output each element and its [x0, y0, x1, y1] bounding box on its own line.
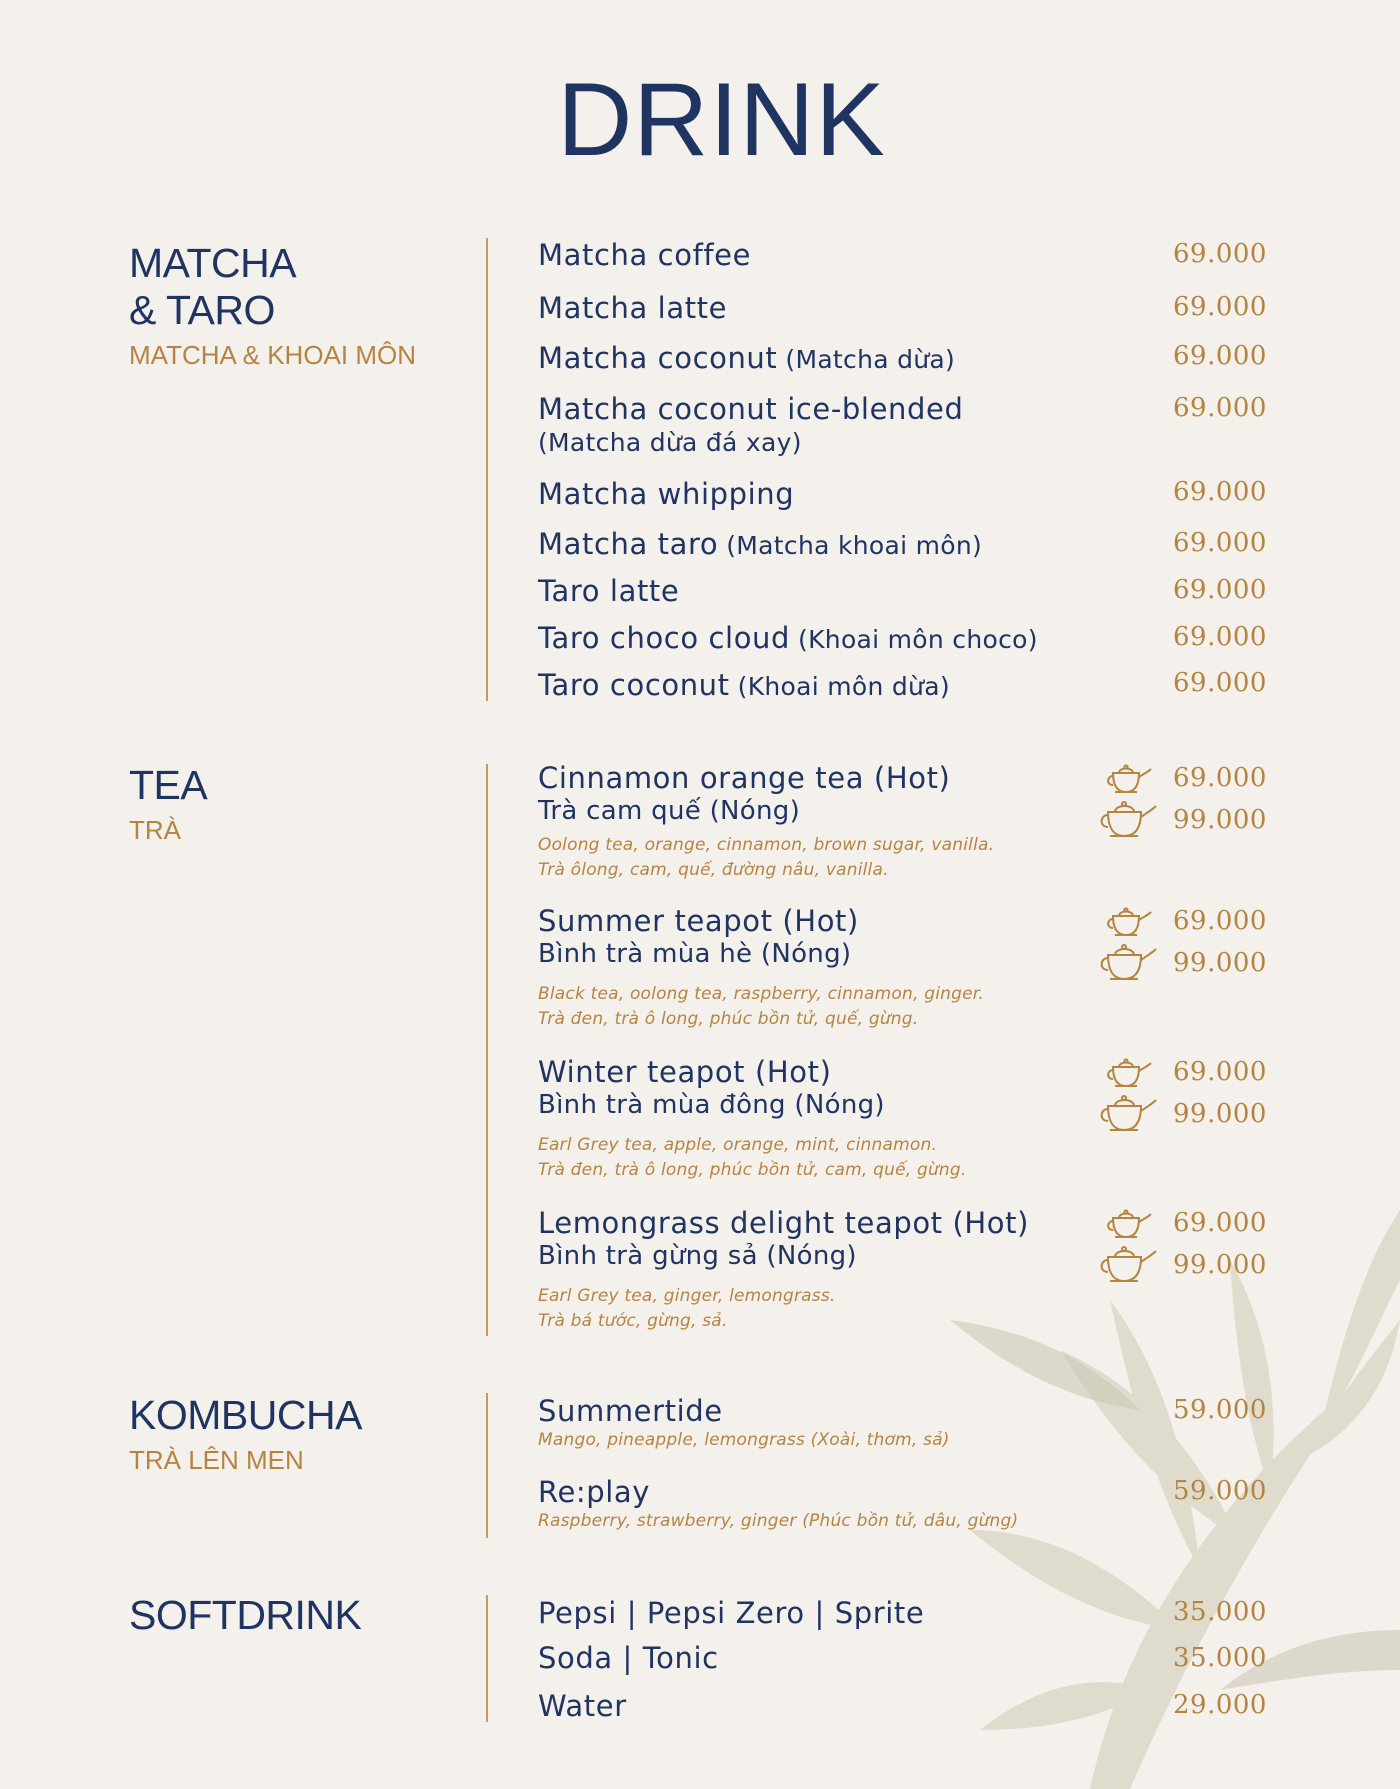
category-name-en: TEA [129, 762, 208, 808]
item-name-vi: (Khoai môn dừa) [737, 672, 950, 701]
page-title: DRINK [557, 62, 886, 178]
item-name-vi: (Matcha khoai môn) [726, 531, 983, 560]
category-name-vi: MATCHA & KHOAI MÔN [129, 340, 416, 370]
large-teapot-icon [1096, 1244, 1158, 1284]
item-name-vi: (Khoai môn choco) [798, 625, 1038, 654]
item-price-small: 69.000 [1173, 906, 1267, 936]
item-price-large: 99.000 [1173, 805, 1267, 835]
item-price: 69.000 [1173, 393, 1267, 423]
item-price: 69.000 [1173, 239, 1267, 269]
small-teapot-icon [1103, 763, 1153, 795]
category-name-en: MATCHA & TARO [129, 240, 297, 333]
item-name: Water [538, 1689, 627, 1723]
item-price: 29.000 [1173, 1690, 1267, 1720]
item-price-large: 99.000 [1173, 948, 1267, 978]
item-price: 69.000 [1173, 668, 1267, 698]
item-price: 59.000 [1173, 1395, 1267, 1425]
item-price: 69.000 [1173, 528, 1267, 558]
item-description: Raspberry, strawberry, ginger (Phúc bồn tử, dâu, gừng) [538, 1511, 1019, 1531]
divider [486, 238, 488, 701]
divider [486, 1595, 488, 1722]
item-name-vi: Bình trà mùa đông (Nóng) [538, 1090, 885, 1120]
item-price: 35.000 [1173, 1597, 1267, 1627]
item-name-vi: (Matcha dừa) [785, 345, 956, 374]
item-name: Soda | Tonic [538, 1641, 719, 1675]
item-name: Summer teapot (Hot) [538, 904, 859, 938]
item-name: Pepsi | Pepsi Zero | Sprite [538, 1596, 925, 1630]
item-price-large: 99.000 [1173, 1099, 1267, 1129]
item-price-small: 69.000 [1173, 763, 1267, 793]
category-name-en: SOFTDRINK [129, 1592, 362, 1638]
category-heading [129, 1392, 362, 1476]
item-description: Mango, pineapple, lemongrass (Xoài, thơm, sả) [538, 1430, 950, 1450]
item-name-vi: Bình trà mùa hè (Nóng) [538, 939, 852, 969]
item-name: Matcha taro [538, 527, 719, 561]
item-price: 69.000 [1173, 622, 1267, 652]
item-name-vi: Bình trà gừng sả (Nóng) [538, 1241, 857, 1271]
category-heading [129, 762, 207, 846]
item-description-vi: Trà bá tước, gừng, sả. [538, 1311, 728, 1331]
item-price: 69.000 [1173, 575, 1267, 605]
item-name: Matcha whipping [538, 477, 795, 511]
item-name: Lemongrass delight teapot (Hot) [538, 1206, 1030, 1240]
item-price: 59.000 [1173, 1476, 1267, 1506]
item-description-en: Earl Grey tea, ginger, lemongrass. [538, 1286, 836, 1306]
item-name: Cinnamon orange tea (Hot) [538, 761, 951, 795]
item-description-vi: Trà đen, trà ô long, phúc bồn tử, cam, quế, gừng. [538, 1160, 967, 1180]
divider [486, 1393, 488, 1538]
item-price-small: 69.000 [1173, 1208, 1267, 1238]
large-teapot-icon [1096, 1093, 1158, 1133]
item-name: Taro choco cloud [538, 621, 791, 655]
item-name: Taro latte [538, 574, 680, 608]
category-name-en: KOMBUCHA [129, 1392, 362, 1438]
item-description-en: Black tea, oolong tea, raspberry, cinnamon, ginger. [538, 984, 984, 1004]
item-price-large: 99.000 [1173, 1250, 1267, 1280]
small-teapot-icon [1103, 1208, 1153, 1240]
item-description-vi: Trà ôlong, cam, quế, đường nâu, vanilla. [538, 860, 889, 880]
item-name: Matcha coffee [538, 238, 752, 272]
item-name-vi: (Matcha dừa đá xay) [538, 428, 802, 457]
item-description-vi: Trà đen, trà ô long, phúc bồn tử, quế, gừng. [538, 1009, 919, 1029]
item-name: Matcha coconut [538, 341, 778, 375]
divider [486, 764, 488, 1336]
item-name: Taro coconut [538, 668, 730, 702]
item-name: Summertide [538, 1394, 723, 1428]
large-teapot-icon [1096, 799, 1158, 839]
category-heading [129, 1592, 361, 1639]
item-name: Matcha latte [538, 291, 728, 325]
item-description-en: Oolong tea, orange, cinnamon, brown sugar, vanilla. [538, 835, 995, 855]
large-teapot-icon [1096, 942, 1158, 982]
item-price: 69.000 [1173, 292, 1267, 322]
item-name: Re:play [538, 1475, 651, 1509]
item-name-vi: Trà cam quế (Nóng) [538, 796, 801, 826]
item-description-en: Earl Grey tea, apple, orange, mint, cinnamon. [538, 1135, 938, 1155]
category-heading [129, 240, 416, 371]
item-price: 69.000 [1173, 477, 1267, 507]
item-price-small: 69.000 [1173, 1057, 1267, 1087]
item-name: Winter teapot (Hot) [538, 1055, 832, 1089]
small-teapot-icon [1103, 1057, 1153, 1089]
small-teapot-icon [1103, 906, 1153, 938]
item-price: 35.000 [1173, 1643, 1267, 1673]
category-name-vi: TRÀ LÊN MEN [129, 1445, 304, 1475]
category-name-vi: TRÀ [129, 815, 181, 845]
item-name: Matcha coconut ice-blended [538, 392, 964, 426]
item-price: 69.000 [1173, 341, 1267, 371]
